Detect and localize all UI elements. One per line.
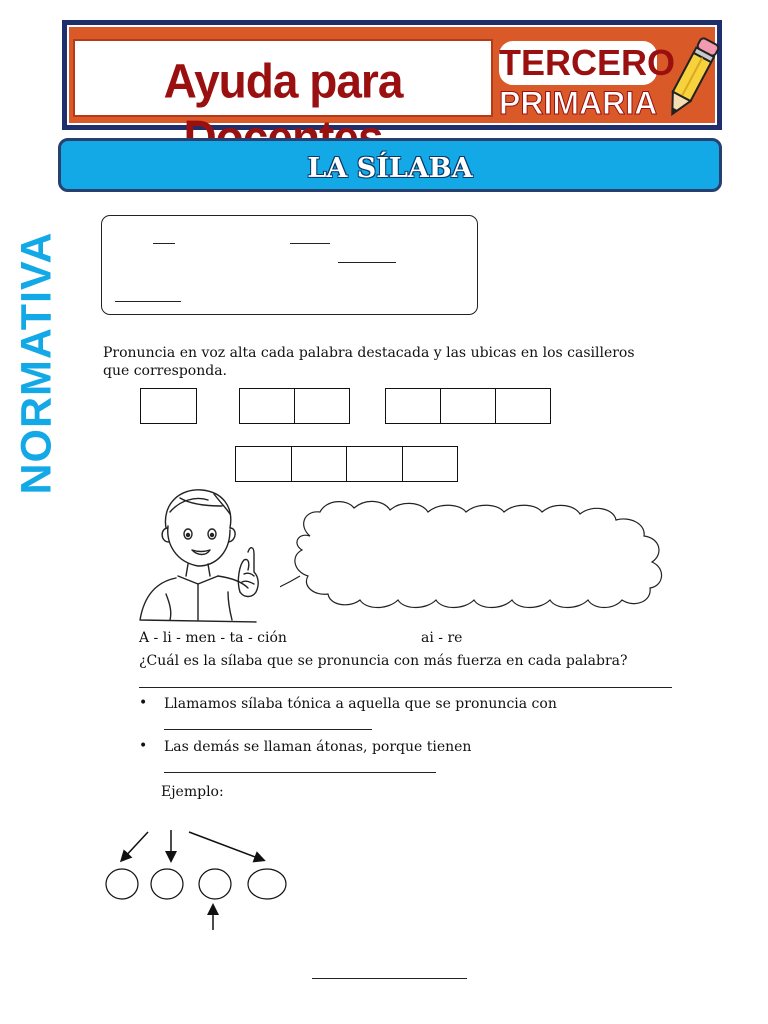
syllable-circle [199, 869, 231, 899]
grade-panel [499, 39, 676, 121]
instructions-text: Pronuncia en voz alta cada palabra destacada y las ubicas en los casilleros que corresponda. [103, 345, 635, 379]
syllable-cell[interactable] [402, 446, 458, 482]
answer-line [139, 687, 672, 688]
syllable-boxes-4 [235, 446, 458, 482]
syllable-circle [106, 869, 138, 899]
grade-line-1: TERCERO [499, 42, 676, 83]
side-label-text: NORMATIVA [12, 231, 61, 494]
syllable-cell[interactable] [140, 388, 197, 424]
speech-cloud [280, 496, 690, 612]
syllable-boxes-2 [239, 388, 350, 424]
syllable-boxes-1 [140, 388, 197, 424]
question-text: ¿Cuál es la sílaba que se pronuncia con más fuerza en cada palabra? [139, 653, 628, 669]
grade-line-2: PRIMARIA [499, 85, 658, 121]
arrow [122, 832, 148, 860]
brand-title: Ayuda para [163, 53, 403, 108]
syllable-cell[interactable] [291, 446, 347, 482]
bullet-text-2: Las demás se llaman átonas, porque tienen [164, 739, 472, 755]
syllable-cell[interactable] [235, 446, 292, 482]
header-banner-inner [67, 25, 717, 125]
word-alimentacion: A - li - men - ta - ción [139, 630, 287, 646]
example-label: Ejemplo: [161, 784, 224, 800]
bullet-dot: • [139, 738, 148, 754]
header-banner [62, 20, 722, 130]
syllable-cell[interactable] [239, 388, 295, 424]
syllable-boxes-3 [385, 388, 551, 424]
boy-illustration [136, 484, 276, 626]
side-label [12, 215, 61, 510]
pencil-icon [664, 31, 720, 123]
bullet-dot: • [139, 695, 148, 711]
answer-line [312, 978, 467, 979]
page-title: LA SÍLABA [307, 153, 473, 184]
title-bar [58, 138, 722, 192]
syllable-diagram [100, 826, 300, 936]
bullet-text-1: Llamamos sílaba tónica a aquella que se pronuncia con [164, 696, 557, 712]
blank-line [338, 262, 396, 263]
blank-line [115, 301, 181, 302]
syllable-cell[interactable] [294, 388, 350, 424]
syllable-cell[interactable] [495, 388, 551, 424]
brand-panel [73, 39, 493, 117]
blank-line [290, 243, 330, 244]
concept-box [101, 215, 478, 315]
answer-line [164, 729, 372, 730]
syllable-cell[interactable] [385, 388, 441, 424]
syllable-cell[interactable] [346, 446, 403, 482]
syllable-circle [248, 869, 286, 899]
syllable-cell[interactable] [440, 388, 496, 424]
blank-line [153, 243, 175, 244]
answer-line [164, 772, 436, 773]
arrow [189, 832, 263, 860]
word-aire: ai - re [421, 630, 463, 646]
syllable-circle [151, 869, 183, 899]
